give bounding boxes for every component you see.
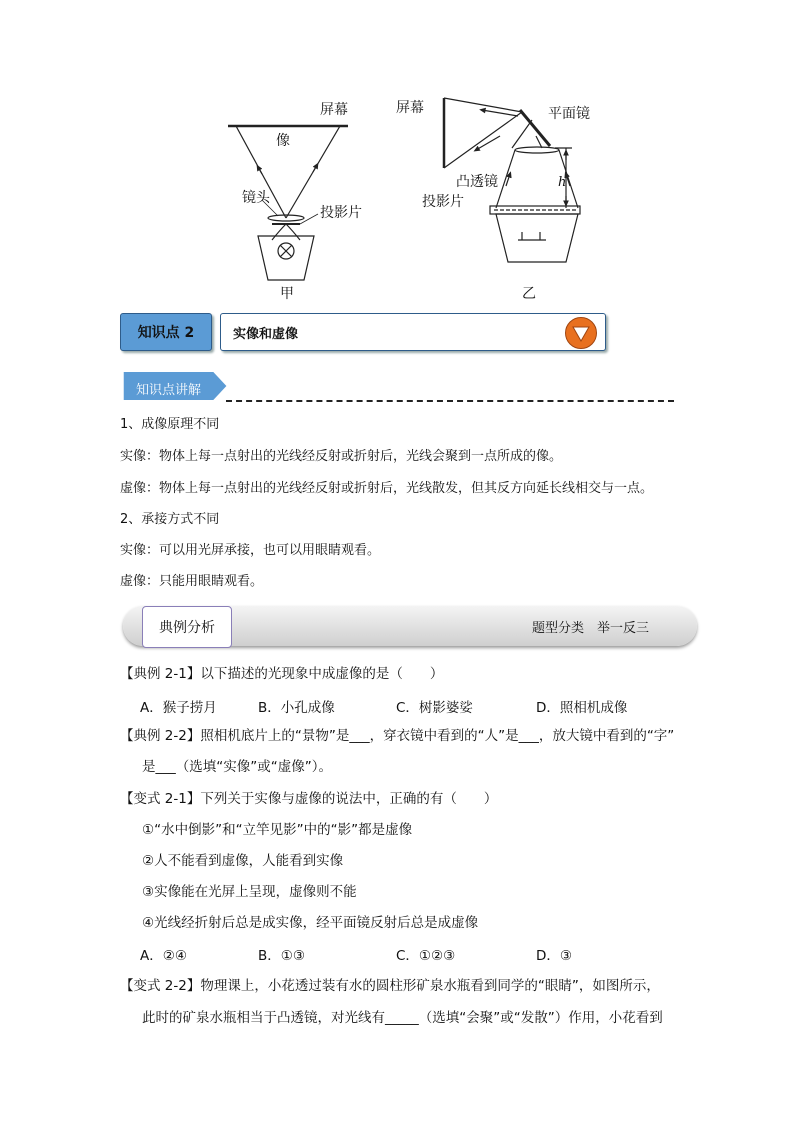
left-lens-label: 镜头 — [242, 190, 270, 206]
question-text: 下列关于实像与虚像的说法中，正确的有（ ） — [200, 791, 498, 807]
statement-3: ③实像能在光屏上呈现，虚像则不能 — [142, 884, 357, 900]
option-d[interactable]: D．照相机成像 — [536, 700, 628, 716]
section-divider — [226, 400, 674, 402]
paragraph-1: 1、成像原理不同 — [120, 417, 220, 432]
right-caption: 乙 — [522, 286, 536, 302]
option-b[interactable]: B．小孔成像 — [258, 700, 335, 716]
question-variant-2-1-options — [140, 944, 700, 964]
knowledge-point-title-box — [220, 313, 606, 351]
question-text: 照相机底片上的“景物”是___，穿衣镜中看到的“人”是___，放大镜中看到的“字” — [200, 728, 675, 744]
option-d[interactable]: D．③ — [536, 948, 572, 964]
right-mirror-label: 平面镜 — [548, 106, 590, 122]
option-c[interactable]: C．树影婆娑 — [396, 700, 473, 716]
knowledge-point-number: 知识点 2 — [120, 313, 212, 351]
examples-label: 典例分析 — [142, 606, 232, 648]
right-screen-label: 屏幕 — [396, 100, 424, 116]
left-slide-label: 投影片 — [320, 205, 362, 221]
option-a[interactable]: A．猴子捞月 — [140, 700, 217, 716]
right-slide-label: 投影片 — [422, 194, 464, 210]
optics-diagram — [200, 90, 620, 305]
right-convex-label: 凸透镜 — [456, 174, 498, 190]
question-tag: 【典例 2-1】 — [120, 666, 201, 682]
question-2-2 — [120, 726, 674, 746]
question-text: 物理课上，小花透过装有水的圆柱形矿泉水瓶看到同学的“眼睛”，如图所示， — [200, 978, 660, 994]
option-c[interactable]: C．①②③ — [396, 948, 456, 964]
question-tag: 【典例 2-2】 — [120, 728, 201, 744]
question-2-1 — [120, 664, 443, 684]
paragraph-2: 实像：物体上每一点射出的光线经反射或折射后，光线会聚到一点所成的像。 — [120, 449, 563, 464]
question-text: 以下描述的光现象中成虚像的是（ ） — [200, 666, 444, 682]
statement-1: ①“水中倒影”和“立竿见影”中的“影”都是虚像 — [142, 822, 413, 838]
examples-subtitle: 题型分类 举一反三 — [532, 621, 650, 636]
knowledge-point-title: 实像和虚像 — [233, 327, 299, 342]
collapse-triangle-icon[interactable] — [565, 317, 597, 349]
paragraph-4: 2、承接方式不同 — [120, 512, 220, 527]
left-image-label: 像 — [276, 133, 290, 149]
question-variant-2-1 — [120, 789, 497, 809]
paragraph-5: 实像：可以用光屏承接，也可以用眼睛观看。 — [120, 543, 381, 558]
knowledge-point-header — [120, 313, 606, 351]
option-a[interactable]: A．②④ — [140, 948, 187, 964]
statement-2: ②人不能看到虚像，人能看到实像 — [142, 853, 344, 869]
question-variant-2-2 — [120, 976, 660, 996]
right-h-label: h — [558, 175, 567, 190]
left-screen-label: 屏幕 — [320, 102, 348, 118]
statement-4: ④光线经折射后总是成实像，经平面镜反射后总是成虚像 — [142, 915, 479, 931]
question-2-1-options — [140, 696, 700, 716]
left-caption: 甲 — [280, 286, 294, 302]
lecture-tab-label: 知识点讲解 — [136, 383, 202, 398]
question-variant-2-2-line2: 此时的矿泉水瓶相当于凸透镜，对光线有_____（选填“会聚”或“发散”）作用，小花看到 — [142, 1010, 663, 1026]
question-tag: 【变式 2-1】 — [120, 791, 201, 807]
paragraph-6: 虚像：只能用眼睛观看。 — [120, 574, 264, 589]
paragraph-3: 虚像：物体上每一点射出的光线经反射或折射后，光线散发，但其反方向延长线相交与一点。 — [120, 481, 654, 496]
question-tag: 【变式 2-2】 — [120, 978, 201, 994]
option-b[interactable]: B．①③ — [258, 948, 305, 964]
question-2-2-line2: 是___（选填“实像”或“虚像”）。 — [142, 759, 332, 775]
